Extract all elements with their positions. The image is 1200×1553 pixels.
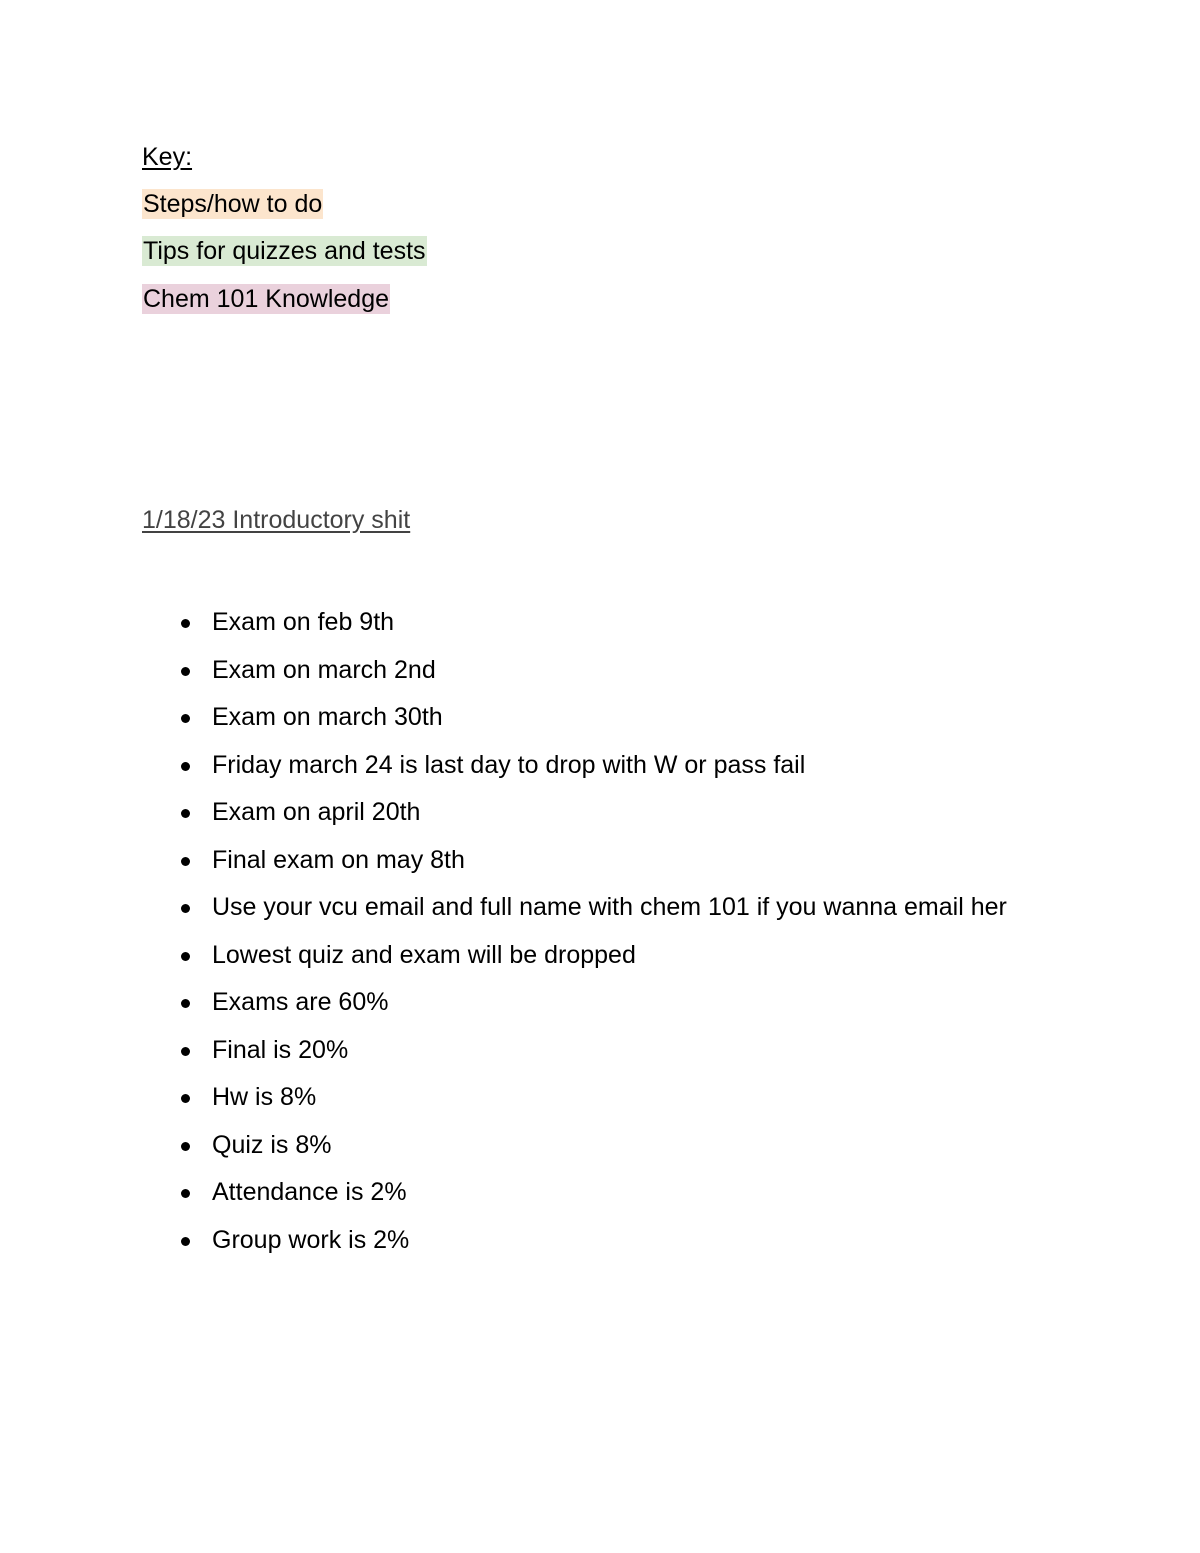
bullet-icon xyxy=(181,714,190,723)
list-item xyxy=(178,599,1058,647)
bullet-icon xyxy=(181,667,190,676)
list-item-text: Exam on april 20th xyxy=(212,798,421,826)
list-item xyxy=(178,884,1058,932)
bullet-icon xyxy=(181,1189,190,1198)
section-heading: 1/18/23 Introductory shit xyxy=(142,506,411,534)
list-item-text: Exam on feb 9th xyxy=(212,608,395,636)
key-chem-label: Chem 101 Knowledge xyxy=(143,285,389,313)
key-title: Key: xyxy=(142,143,193,171)
list-item xyxy=(178,1074,1058,1122)
list-item-text: Hw is 8% xyxy=(212,1083,317,1111)
list-item xyxy=(178,837,1058,885)
list-item xyxy=(178,979,1058,1027)
list-item xyxy=(178,694,1058,742)
bullet-icon xyxy=(181,904,190,913)
list-item-text: Quiz is 8% xyxy=(212,1130,332,1159)
key-steps-label: Steps/how to do xyxy=(143,190,323,218)
key-tips-label: Tips for quizzes and tests xyxy=(143,237,426,265)
list-item xyxy=(178,647,1058,695)
bullet-icon xyxy=(181,809,190,818)
list-item-text: Attendance is 2% xyxy=(212,1178,407,1206)
list-item-text: Group work is 2% xyxy=(212,1225,410,1254)
list-item-text: Final is 20% xyxy=(212,1035,349,1064)
list-item xyxy=(178,742,1058,790)
list-item-text: Lowest quiz and exam will be dropped xyxy=(212,940,636,969)
list-item xyxy=(178,1217,1058,1265)
list-item-text: Exam on march 2nd xyxy=(212,655,436,684)
bullet-icon xyxy=(181,952,190,961)
bullet-icon xyxy=(181,762,190,771)
list-item-text: Exams are 60% xyxy=(212,988,389,1016)
bullet-icon xyxy=(181,1094,190,1103)
list-item-text: Exam on march 30th xyxy=(212,703,443,731)
bullet-icon xyxy=(181,857,190,866)
list-item xyxy=(178,1169,1058,1217)
bullet-icon xyxy=(181,1237,190,1246)
list-item xyxy=(178,1027,1058,1075)
list-item xyxy=(178,1122,1058,1170)
list-item xyxy=(178,932,1058,980)
list-item-text: Use your vcu email and full name with chem 101 if you wanna email her xyxy=(212,893,1007,921)
list-item-text: Final exam on may 8th xyxy=(212,845,465,874)
bullet-icon xyxy=(181,619,190,628)
list-item-text: Friday march 24 is last day to drop with W or pass fail xyxy=(212,750,806,779)
bullet-icon xyxy=(181,1142,190,1151)
notes-list xyxy=(178,599,1058,1264)
bullet-icon xyxy=(181,1047,190,1056)
list-item xyxy=(178,789,1058,837)
bullet-icon xyxy=(181,999,190,1008)
